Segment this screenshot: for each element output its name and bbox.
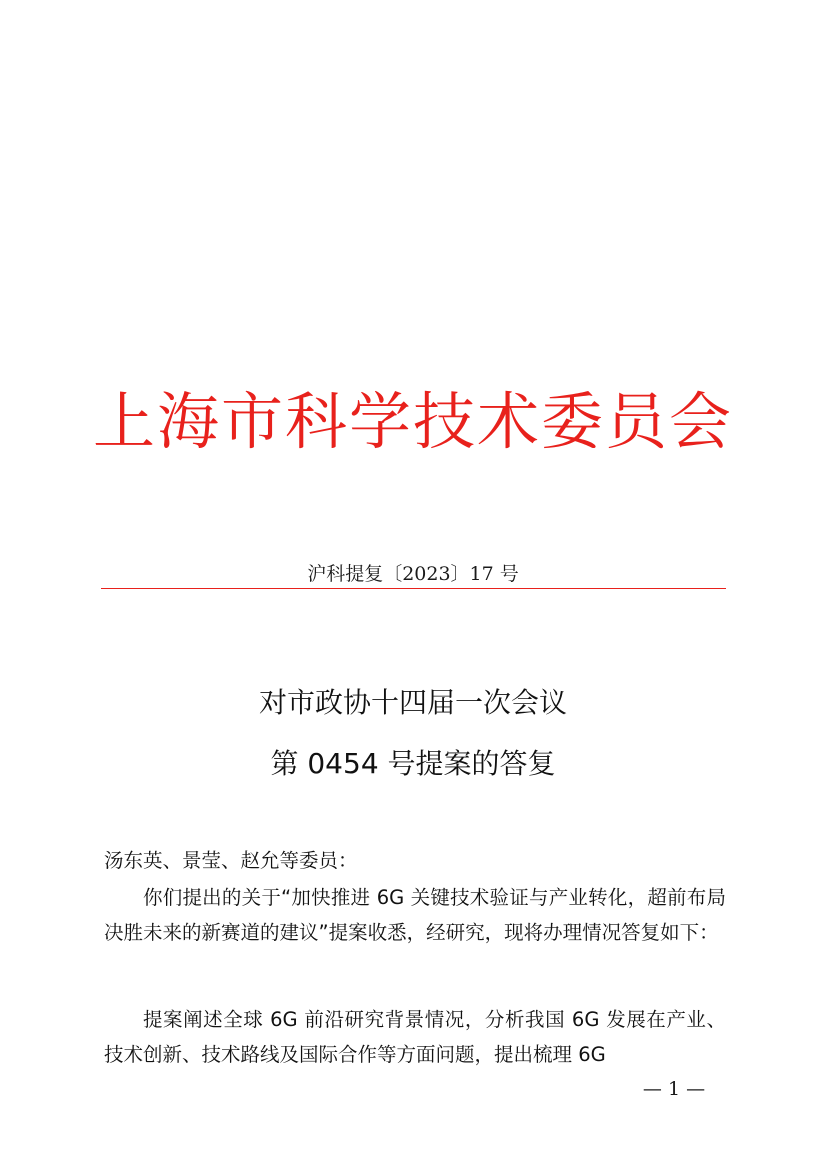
salutation: 汤东英、景莹、赵允等委员： (104, 849, 358, 872)
page-number: — 1 — (642, 1078, 706, 1100)
document-number: 沪科提复〔2023〕17 号 (307, 563, 519, 585)
organization-title: 上海市科学技术委员会 (92, 385, 733, 458)
body-paragraph-2: 提案阐述全球 6G 前沿研究背景情况，分析我国 6G 发展在产业、技术创新、技术路线及国际合作等方面问题，提出梳理 6G (104, 1008, 726, 1066)
header-divider (101, 588, 726, 589)
document-title-line-2: 第 0454 号提案的答复 (270, 747, 556, 780)
document-title-line-1: 对市政协十四届一次会议 (258, 686, 567, 719)
body-paragraph-1: 你们提出的关于“加快推进 6G 关键技术验证与产业转化，超前布局决胜未来的新赛道的建议”提案收悉，经研究，现将办理情况答复如下： (104, 886, 726, 944)
